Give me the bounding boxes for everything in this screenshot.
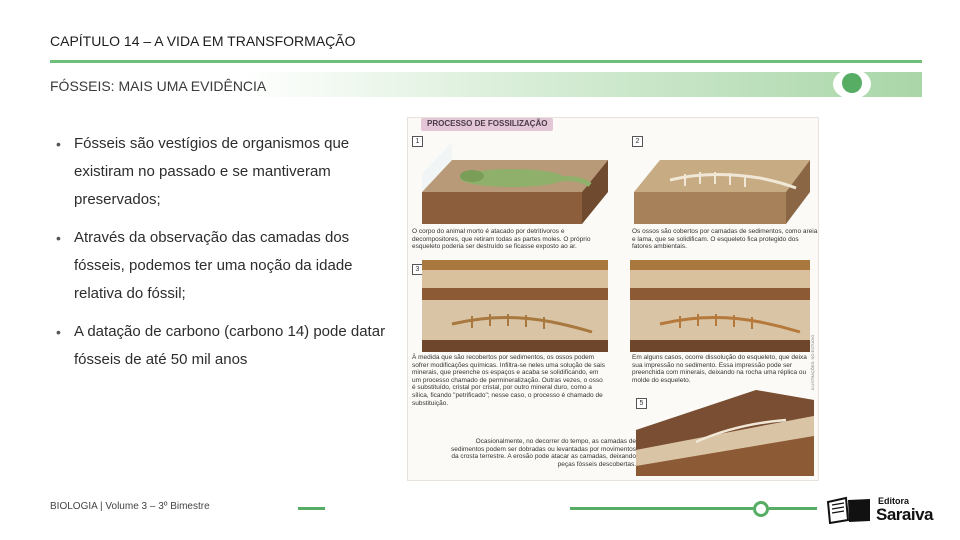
panel-caption: À medida que são recobertos por sedimentos, os ossos podem sofrer modificações químicas. Infiltra-se neles uma solução de sais minerais, que preenche os espaços e acaba se solidificando, em um processo chamado de permineralização. Outras vezes, o osso é substituído, cristal por cristal, por outro mineral duro, como a sílica, ficando "petrificado"; nesse caso, o processo é chamado de substituição.: [412, 354, 605, 407]
bullet-item: [56, 224, 386, 308]
panel-3-illustration: [412, 260, 608, 352]
panel-number: 2: [632, 136, 643, 147]
figure-title: PROCESSO DE FOSSILIZAÇÃO: [421, 118, 553, 131]
panel-caption: O corpo do animal morto é atacado por detritívoros e decompositores, que retiram todas as partes moles. O próprio esqueleto poderia ser destruído se ficasse exposto ao ar.: [412, 228, 591, 251]
footer-circle-decoration: [753, 501, 769, 517]
panel-caption: Em alguns casos, ocorre dissolução do esqueleto, que deixa sua impressão no sedimento. Essa impressão pode ser preenchida com minerais, deixando na rocha uma réplica ou molde do esqueleto.: [632, 354, 807, 384]
illustration-credit: ILUSTRAÇÕES: NO ESTÚDIO: [810, 334, 815, 390]
fossilization-figure: [407, 117, 819, 481]
publisher-logo: Saraiva: [876, 505, 933, 524]
bullet-text: Através da observação das camadas dos fósseis, podemos ter uma noção da idade relativa do fóssil;: [74, 229, 353, 302]
panel-5-illustration: [636, 380, 814, 476]
bullet-text: Fósseis são vestígios de organismos que existiram no passado e se mantiveram preservados;: [74, 135, 350, 208]
bullet-item: [56, 130, 386, 214]
panel-number: 5: [636, 398, 647, 409]
panel-2-illustration: [630, 132, 810, 228]
bullet-icon: •: [56, 230, 61, 246]
saraiva-book-icon: [826, 496, 872, 524]
bullet-list: [56, 130, 386, 384]
panel-number: 1: [412, 136, 423, 147]
footer-course-label: BIOLOGIA | Volume 3 – 3º Bimestre: [50, 501, 210, 512]
footer-divider: [769, 507, 817, 510]
publisher-logo-small: Editora: [878, 496, 910, 506]
panel-caption: Os ossos são cobertos por camadas de sedimentos, como areia e lama, que se solidificam. O esqueleto fica protegido dos fatores ambientais.: [632, 228, 818, 251]
section-title: FÓSSEIS: MAIS UMA EVIDÊNCIA: [50, 78, 267, 94]
footer-divider: [298, 507, 325, 510]
green-dot-icon: [842, 73, 862, 93]
chapter-title: CAPÍTULO 14 – A VIDA EM TRANSFORMAÇÃO: [50, 33, 356, 49]
footer-divider: [570, 507, 753, 510]
bullet-icon: •: [56, 324, 61, 340]
panel-caption: Ocasionalmente, no decorrer do tempo, as camadas de sedimentos podem ser dobradas ou levantadas por movimentos da crosta terrestre. A erosão pode atacar as camadas, deixando peças fósseis descobertas.: [451, 438, 636, 468]
panel-number: 3: [412, 264, 423, 275]
header-divider: [50, 60, 922, 63]
panel-4-illustration: [630, 260, 810, 352]
bullet-item: [56, 318, 386, 374]
bullet-icon: •: [56, 136, 61, 152]
panel-1-illustration: [412, 132, 608, 228]
bullet-text: A datação de carbono (carbono 14) pode datar fósseis de até 50 mil anos: [74, 323, 386, 368]
